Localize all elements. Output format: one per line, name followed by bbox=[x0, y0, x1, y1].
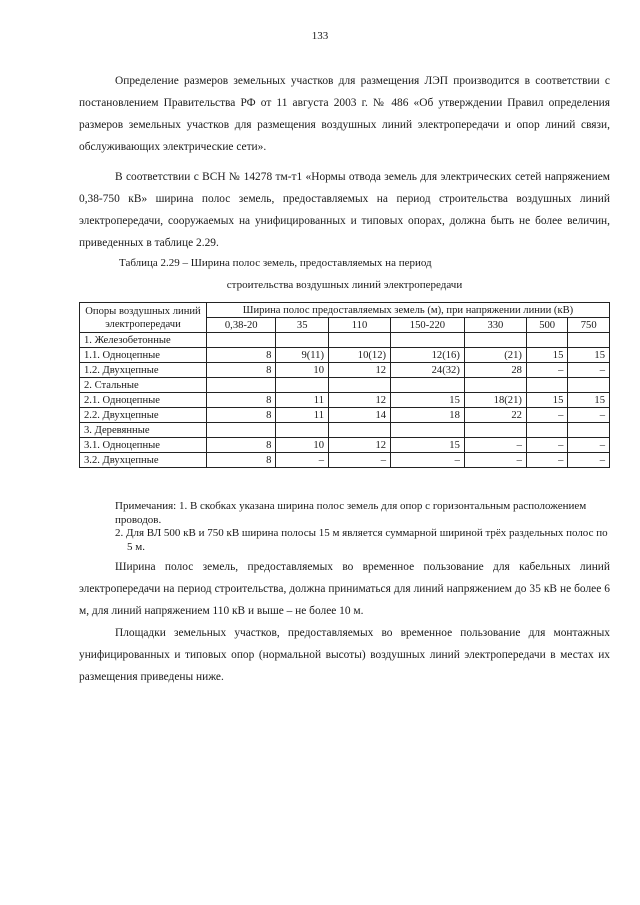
table-cell: 15 bbox=[526, 393, 567, 408]
table-cell: 10 bbox=[276, 363, 329, 378]
header-supports: Опоры воздушных линий электропередачи bbox=[80, 303, 207, 333]
table-caption-line1: Таблица 2.29 – Ширина полос земель, предоставляемых на период bbox=[119, 257, 432, 269]
paragraph-text: Ширина полос земель, предоставляемых во временное пользование для кабельных линий электропередачи на период строительства, должна приниматься для линий напряжением до 35 кВ не более 6 м, для линий напряжением 110 кВ и выше – не более 10 м. bbox=[79, 561, 610, 617]
paragraph-cable-lines bbox=[79, 556, 610, 622]
table-cell: (21) bbox=[464, 348, 526, 363]
voltage-header-6: 750 bbox=[568, 318, 610, 333]
table-cell: 8 bbox=[207, 393, 276, 408]
table-cell bbox=[568, 333, 610, 348]
table-cell: 8 bbox=[207, 408, 276, 423]
table-cell: – bbox=[568, 453, 610, 468]
note-2 bbox=[79, 527, 610, 554]
table-cell: 9(11) bbox=[276, 348, 329, 363]
table-cell: 8 bbox=[207, 363, 276, 378]
table-section-row bbox=[80, 333, 610, 348]
row-label: 3. Деревянные bbox=[80, 423, 207, 438]
table-cell: – bbox=[526, 363, 567, 378]
row-label: 2.1. Одноцепные bbox=[80, 393, 207, 408]
row-label: 2. Стальные bbox=[80, 378, 207, 393]
table-header-row bbox=[80, 303, 610, 318]
table-cell bbox=[329, 333, 391, 348]
table-cell bbox=[329, 423, 391, 438]
table-cell bbox=[391, 333, 465, 348]
table-cell: – bbox=[568, 363, 610, 378]
table-cell bbox=[276, 333, 329, 348]
table-cell: 24(32) bbox=[391, 363, 465, 378]
row-label: 3.1. Одноцепные bbox=[80, 438, 207, 453]
table-cell bbox=[391, 423, 465, 438]
table-body bbox=[80, 333, 610, 468]
table-cell bbox=[276, 378, 329, 393]
table-row bbox=[80, 363, 610, 378]
table-cell: – bbox=[568, 438, 610, 453]
table-cell bbox=[526, 378, 567, 393]
table-cell bbox=[526, 423, 567, 438]
table-cell bbox=[329, 378, 391, 393]
table-row bbox=[80, 408, 610, 423]
paragraph-text: Определение размеров земельных участков для размещения ЛЭП производится в соответствии с постановлением Правительства РФ от 11 августа 2003 г. № 486 «Об утверждении Правил определения размеров земельных участков для размещения воздушных линий электропередачи и опор линий связи, обслуживающих электрические сети». bbox=[79, 75, 610, 153]
paragraph-vsn-norms bbox=[79, 166, 610, 254]
voltage-header-1: 35 bbox=[276, 318, 329, 333]
table-cell bbox=[391, 378, 465, 393]
table-cell bbox=[568, 423, 610, 438]
table-cell bbox=[207, 333, 276, 348]
table-cell: 12 bbox=[329, 393, 391, 408]
table-cell: 18(21) bbox=[464, 393, 526, 408]
table-cell: 15 bbox=[568, 393, 610, 408]
table-cell: 11 bbox=[276, 393, 329, 408]
table-section-row bbox=[80, 378, 610, 393]
header-width-group: Ширина полос предоставляемых земель (м), при напряжении линии (кВ) bbox=[207, 303, 610, 318]
table-row bbox=[80, 453, 610, 468]
table-cell: 8 bbox=[207, 438, 276, 453]
table-cell: 8 bbox=[207, 348, 276, 363]
table-cell: 22 bbox=[464, 408, 526, 423]
table-cell: 12(16) bbox=[391, 348, 465, 363]
table-cell bbox=[207, 423, 276, 438]
row-label: 1.1. Одноцепные bbox=[80, 348, 207, 363]
page-number: 133 bbox=[311, 30, 329, 42]
table-cell bbox=[526, 333, 567, 348]
voltage-header-3: 150-220 bbox=[391, 318, 465, 333]
table-cell: 15 bbox=[568, 348, 610, 363]
table-cell: 15 bbox=[391, 438, 465, 453]
table-cell: – bbox=[464, 453, 526, 468]
table-cell: – bbox=[391, 453, 465, 468]
paragraph-mounting-sites bbox=[79, 622, 610, 688]
table-cell: 14 bbox=[329, 408, 391, 423]
row-label: 3.2. Двухцепные bbox=[80, 453, 207, 468]
table-cell: – bbox=[329, 453, 391, 468]
table-cell bbox=[568, 378, 610, 393]
row-label: 2.2. Двухцепные bbox=[80, 408, 207, 423]
table-cell: 8 bbox=[207, 453, 276, 468]
voltage-header-4: 330 bbox=[464, 318, 526, 333]
table-cell bbox=[464, 333, 526, 348]
table-cell: 10(12) bbox=[329, 348, 391, 363]
table-row bbox=[80, 393, 610, 408]
table-cell: 10 bbox=[276, 438, 329, 453]
table-cell: – bbox=[526, 438, 567, 453]
land-width-table bbox=[79, 302, 610, 468]
table-caption-line2: строительства воздушных линий электропередачи bbox=[226, 279, 463, 291]
paragraph-text: Площадки земельных участков, предоставляемых во временное пользование для монтажных унифицированных и типовых опор (нормальной высоты) воздушных линий электропередачи в местах их размещения приведены ниже. bbox=[79, 627, 610, 683]
table-cell: 18 bbox=[391, 408, 465, 423]
table-cell: 28 bbox=[464, 363, 526, 378]
table-cell bbox=[464, 423, 526, 438]
table-cell: – bbox=[526, 453, 567, 468]
row-label: 1. Железобетонные bbox=[80, 333, 207, 348]
table-cell: – bbox=[526, 408, 567, 423]
table-cell bbox=[464, 378, 526, 393]
table-row bbox=[80, 348, 610, 363]
table-cell: 15 bbox=[391, 393, 465, 408]
voltage-header-0: 0,38-20 bbox=[207, 318, 276, 333]
table-cell: – bbox=[464, 438, 526, 453]
table-cell: 12 bbox=[329, 363, 391, 378]
paragraph-land-plot-definition bbox=[79, 70, 610, 158]
table-cell: 11 bbox=[276, 408, 329, 423]
note-1 bbox=[79, 500, 610, 527]
table-cell bbox=[207, 378, 276, 393]
table-cell: 15 bbox=[526, 348, 567, 363]
row-label: 1.2. Двухцепные bbox=[80, 363, 207, 378]
table-cell: – bbox=[276, 453, 329, 468]
table-cell: – bbox=[568, 408, 610, 423]
table-cell bbox=[276, 423, 329, 438]
note-1-text: Примечания: 1. В скобках указана ширина полос земель для опор с горизонтальным расположением проводов. bbox=[115, 500, 587, 526]
table-cell: 12 bbox=[329, 438, 391, 453]
paragraph-text: В соответствии с ВСН № 14278 тм-т1 «Нормы отвода земель для электрических сетей напряжением 0,38-750 кВ» ширина полос земель, предоставляемых на период строительства воздушных линий электропередачи, сооружаемых на унифицированных и типовых опорах, должна быть не более величин, приведенных в таблице 2.29. bbox=[79, 171, 610, 249]
voltage-header-5: 500 bbox=[526, 318, 567, 333]
table-row bbox=[80, 438, 610, 453]
note-2-text: 2. Для ВЛ 500 кВ и 750 кВ ширина полосы 15 м является суммарной шириной трёх раздельных полос по 5 м. bbox=[115, 527, 608, 553]
table-section-row bbox=[80, 423, 610, 438]
voltage-header-2: 110 bbox=[329, 318, 391, 333]
